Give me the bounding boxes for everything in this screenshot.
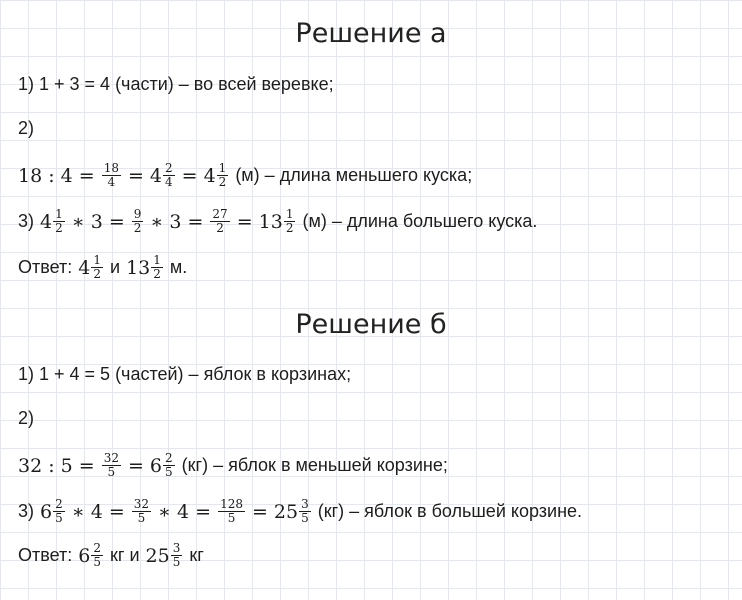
unit-conjunction: кг и (110, 545, 140, 565)
dividend-expression: 18 : 4 = (18, 164, 95, 187)
equals-sign: = (128, 454, 144, 477)
fraction: $\frac{3}{5}$ (301, 497, 309, 525)
operator: ∗ 4 = (71, 500, 125, 523)
fraction: $\frac{128}{5}$ (220, 497, 243, 525)
solution-a-step-2-label: 2) (18, 118, 35, 138)
answer-label: Ответ: (18, 257, 73, 277)
heading-solution-b: Решение б (295, 309, 447, 340)
solution-b-step-2-label: 2) (18, 408, 35, 428)
step-description: (кг) – яблок в большей корзине. (317, 501, 583, 521)
conjunction: и (110, 257, 121, 277)
fraction: $\frac{2}{5}$ (93, 541, 101, 569)
solution-b-step-3 (18, 498, 582, 525)
answer-label: Ответ: (18, 545, 73, 565)
mixed-whole: 4 (149, 164, 163, 187)
solution-b-step-2-equation (18, 452, 448, 479)
mixed-whole: 13 (258, 210, 283, 233)
fraction: $\frac{1}{2}$ (218, 161, 227, 189)
mixed-whole: 4 (203, 164, 216, 187)
mixed-whole: 4 (78, 256, 91, 279)
fraction: $\frac{27}{2}$ (212, 207, 228, 235)
equals-sign: = (251, 500, 268, 523)
operator: ∗ 3 = (150, 210, 204, 233)
unit: кг (189, 545, 204, 565)
step-description: (м) – длина меньшего куска; (235, 165, 473, 185)
solution-b-answer (18, 542, 204, 569)
mixed-whole: 6 (149, 454, 163, 477)
fraction: $\frac{1}{2}$ (55, 207, 63, 235)
operator: ∗ 4 = (158, 500, 212, 523)
fraction: $\frac{2}{5}$ (55, 497, 63, 525)
fraction: $\frac{1}{2}$ (93, 253, 101, 281)
equals-sign: = (236, 210, 253, 233)
mixed-whole: 13 (126, 256, 151, 279)
step-number: 3) (18, 211, 35, 231)
fraction: $\frac{32}{5}$ (133, 497, 150, 525)
fraction: $\frac{2}{4}$ (165, 161, 173, 189)
step-number: 3) (18, 501, 35, 521)
fraction: $\frac{32}{5}$ (103, 451, 119, 479)
mixed-whole: 25 (145, 544, 170, 567)
fraction: $\frac{2}{5}$ (165, 451, 173, 479)
unit: м. (169, 257, 188, 277)
fraction: $\frac{9}{2}$ (133, 207, 142, 235)
mixed-whole: 4 (40, 210, 53, 233)
mixed-whole: 25 (273, 500, 299, 523)
operator: ∗ 3 = (71, 210, 125, 233)
solution-b-step-1: 1) 1 + 4 = 5 (частей) – яблок в корзинах; (18, 364, 352, 384)
heading-solution-a: Решение а (295, 18, 447, 49)
fraction: $\frac{1}{2}$ (153, 253, 161, 281)
solution-a-step-3 (18, 208, 537, 235)
fraction: $\frac{3}{5}$ (172, 541, 181, 569)
dividend-expression: 32 : 5 = (18, 454, 95, 477)
fraction: $\frac{1}{2}$ (285, 207, 294, 235)
solution-a-step-2-equation (18, 162, 472, 189)
mixed-whole: 6 (40, 500, 53, 523)
solution-a-answer (18, 254, 187, 281)
step-description: (м) – длина большего куска. (302, 211, 538, 231)
step-description: (кг) – яблок в меньшей корзине; (181, 455, 448, 475)
solution-a-step-1: 1) 1 + 3 = 4 (части) – во всей веревке; (18, 74, 334, 94)
mixed-whole: 6 (78, 544, 91, 567)
equals-sign: = (128, 164, 144, 187)
fraction: $\frac{18}{4}$ (103, 161, 119, 189)
equals-sign: = (181, 164, 198, 187)
